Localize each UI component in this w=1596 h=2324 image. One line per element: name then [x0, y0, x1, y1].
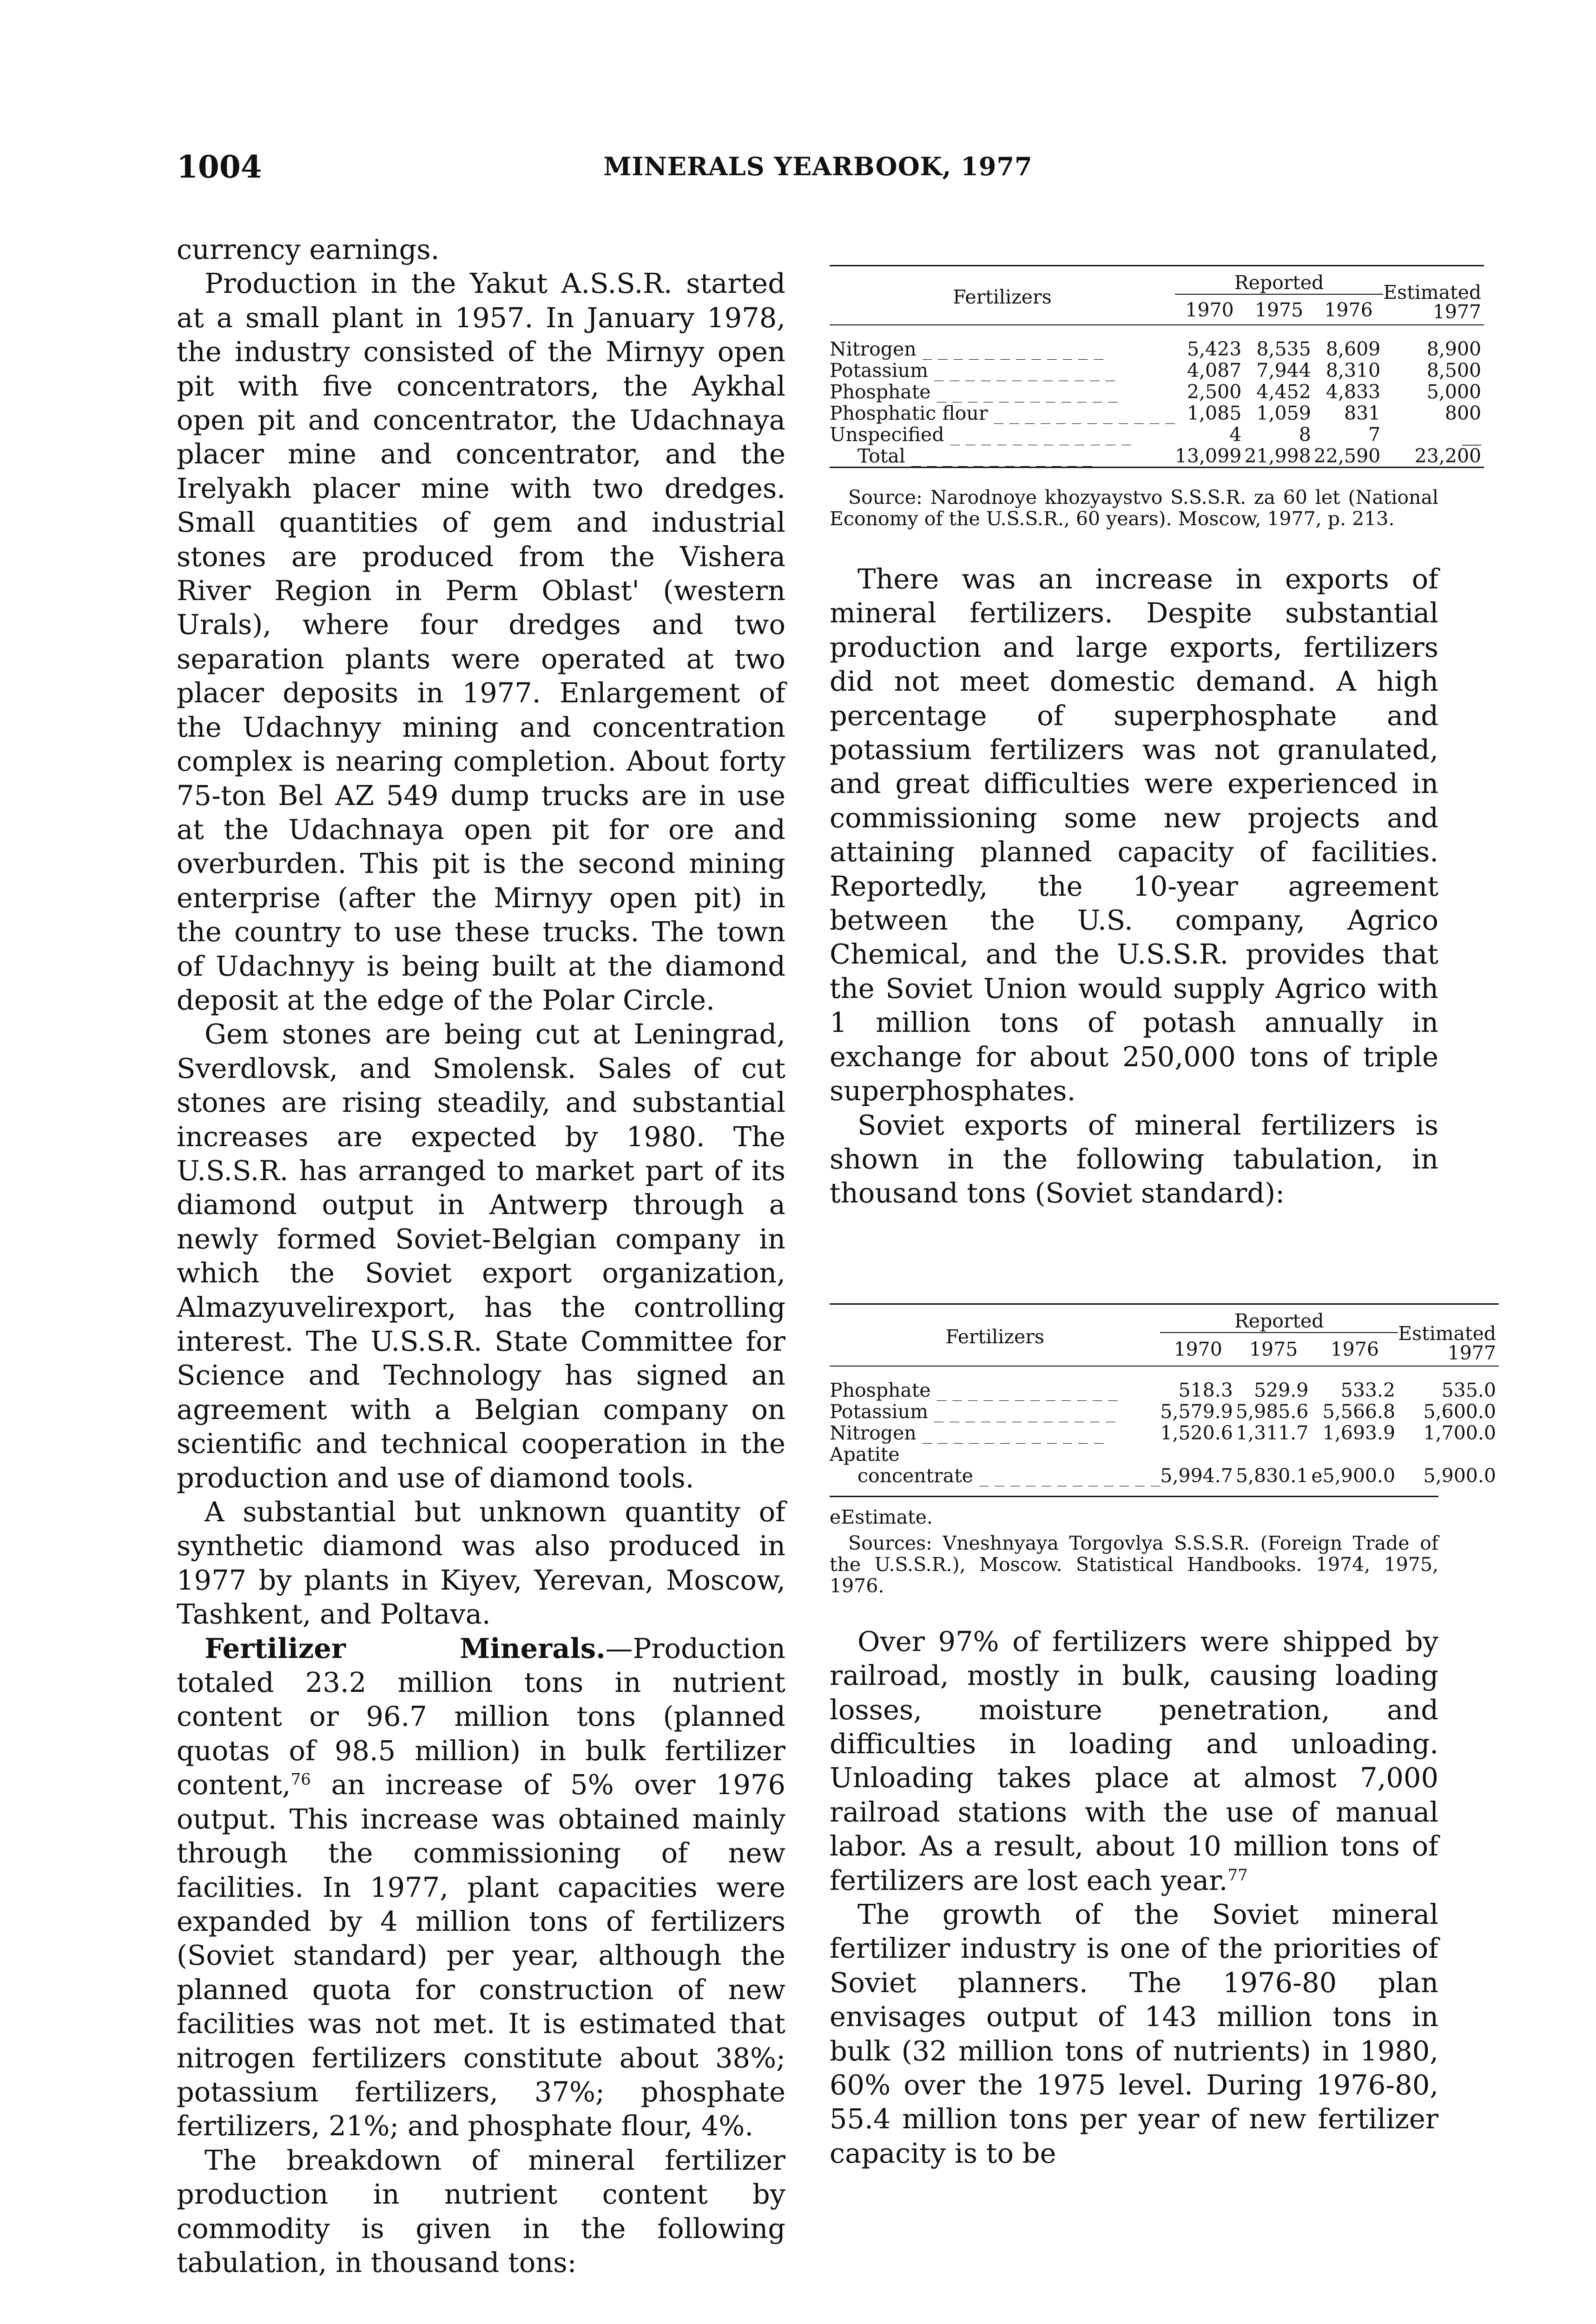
column-header-1970: 1970 — [1174, 1338, 1222, 1360]
row-label: Potassium _ _ _ — [830, 360, 1175, 381]
cell-1976: 8,609 — [1326, 338, 1381, 360]
cell-1977: 1,700.0 — [1423, 1421, 1496, 1444]
cell-1976: 5,566.8 — [1322, 1400, 1396, 1423]
table-source-note: Sources: Vneshnyaya Torgovlya S.S.S.R. (Foreign Trade of the U.S.S.R.), Moscow. Statistical Handbooks. 1974, 1975, 1976. — [830, 1532, 1438, 1597]
cell-1977 — [1398, 1444, 1499, 1465]
cell-1975: 5,985.6 — [1235, 1400, 1309, 1423]
column-header-1976: 1976 — [1324, 299, 1373, 321]
cell-1977: __ — [1462, 423, 1482, 446]
footnote-ref: 77 — [1227, 1865, 1248, 1884]
table-row — [830, 1444, 1499, 1465]
cell-1970: 4 — [1229, 423, 1242, 446]
cell-1970: 4,087 — [1187, 359, 1242, 382]
right-column — [830, 232, 1496, 2170]
cell-1977: 23,200 — [1414, 445, 1482, 467]
table-row — [830, 1465, 1499, 1486]
table-row — [830, 424, 1484, 445]
cell-1977: 5,900.0 — [1423, 1464, 1496, 1487]
paragraph: Soviet exports of mineral fertilizers is shown in the following tabulation, in thousand tons (Soviet standard): — [830, 1109, 1438, 1209]
cell-1977: 5,000 — [1426, 381, 1482, 403]
table-row — [830, 1380, 1499, 1401]
cell-1976: e5,900.0 — [1311, 1464, 1396, 1487]
cell-1970: 518.3 — [1178, 1379, 1233, 1401]
page-header — [177, 149, 1459, 191]
table-row-total — [830, 445, 1484, 468]
cell-1977: 8,500 — [1426, 359, 1482, 382]
paragraph: The breakdown of mineral fertilizer production in nutrient content by commodity is given in the following tabulation, in thousand tons: — [177, 2144, 785, 2278]
column-header-1970: 1970 — [1185, 299, 1234, 321]
left-column — [177, 232, 785, 2279]
cell-1976: 22,590 — [1313, 445, 1381, 467]
row-label: Nitrogen _ _ _ — [830, 1422, 1160, 1444]
cell-1976: 7 — [1368, 423, 1381, 446]
cell-1975: 529.9 — [1253, 1379, 1309, 1401]
table-source-note: Source: Narodnoye khozyaystvo S.S.S.R. za 60 let (National Economy of the U.S.S.R., 60 years). Moscow, 1977, p. 213. — [830, 486, 1438, 530]
row-label: Phosphate _ _ _ — [830, 1380, 1160, 1401]
cell-1976: 831 — [1344, 402, 1381, 424]
paragraph-text: Over 97% of fertilizers were shipped by railroad, mostly in bulk, causing loading losses, moisture penetration, and difficulties in loading and unloading. Unloading takes place at almost 7,000 railroad stations with the use of manual labor. As a result, about 10 million tons of fertilizers are lost each year. — [830, 1625, 1438, 1896]
row-label: Potassium _ _ _ — [830, 1401, 1160, 1422]
exports-table-grid — [830, 1303, 1499, 1496]
row-label: Phosphate _ _ _ — [830, 381, 1175, 403]
cell-1970: 5,579.9 — [1160, 1400, 1233, 1423]
paragraph: A substantial but unknown quantity of synthetic diamond was also produced in 1977 by plants in Kiyev, Yerevan, Moscow, Tashkent, and Poltava. — [177, 1496, 785, 1631]
cell-1970: 2,500 — [1187, 381, 1242, 403]
paragraph: currency earnings. — [177, 233, 440, 265]
table-row — [830, 1422, 1499, 1444]
cell-1976: 1,693.9 — [1322, 1421, 1396, 1444]
column-header-reported: Reported — [1160, 1304, 1398, 1333]
row-label: Nitrogen _ _ _ — [830, 338, 1175, 360]
cell-1977: 8,900 — [1426, 338, 1482, 360]
section-heading: Fertilizer Minerals. — [204, 1632, 606, 1664]
table-row — [830, 1401, 1499, 1422]
paragraph: Production in the Yakut A.S.S.R. started at a small plant in 1957. In January 1978, the industry consisted of the Mirnyy open pit with five concentrators, the Aykhal open pit and concentrator, the Udachnaya placer mine and concentrator, and the Irelyakh placer mine with two dredges. Small quantities of gem and industrial stones are produced from the Vishera River Region in Perm Oblast' (western Urals), where four dredges and two separation plants were operated at two placer deposits in 1977. Enlargement of the Udachnyy mining and concentration complex is nearing completion. About forty 75-ton Bel AZ 549 dump trucks are in use at the Udachnaya open pit for ore and overburden. This pit is the second mining enterprise (after the Mirnyy open pit) in the country to use these trucks. The town of Udachnyy is being built at the diamond deposit at the edge of the Polar Circle. — [177, 267, 785, 1016]
table-row — [830, 360, 1484, 381]
row-label: concentrate _ _ _ — [830, 1465, 1160, 1486]
table-row — [830, 381, 1484, 403]
table-row — [830, 403, 1484, 424]
footnote-ref: 76 — [290, 1770, 311, 1789]
exports-table — [830, 1303, 1496, 1597]
paragraph: There was an increase in exports of mineral fertilizers. Despite substantial production and large exports, fertilizers did not meet domestic demand. A high percentage of superphosphate and potassium fertilizers was not granulated, and great difficulties were experienced in commissioning some new projects and attaining planned capacity of facilities. Reportedly, the 10-year agreement between the U.S. company, Agrico Chemical, and the U.S.S.R. provides that the Soviet Union would supply Agrico with 1 million tons of potash annually in exchange for about 250,000 tons of triple superphosphates. — [830, 563, 1438, 1107]
cell-1970: 13,099 — [1174, 445, 1242, 467]
column-header-1975: 1975 — [1254, 299, 1304, 321]
cell-1970: 1,520.6 — [1160, 1421, 1233, 1444]
page-number: 1004 — [177, 149, 262, 185]
row-label: Unspecified _ _ _ — [830, 424, 1175, 445]
cell-1975: 8,535 — [1256, 338, 1311, 360]
cell-1970: 1,085 — [1187, 402, 1242, 424]
running-title: MINERALS YEARBOOK, 1977 — [603, 152, 1033, 181]
cell-1975: 4,452 — [1256, 381, 1311, 403]
cell-1975 — [1236, 1444, 1312, 1465]
cell-1977: 5,600.0 — [1423, 1400, 1496, 1423]
row-label: Apatite — [830, 1443, 900, 1466]
cell-1975: 8 — [1299, 423, 1311, 446]
cell-1976: 8,310 — [1326, 359, 1381, 382]
paragraph-text: —Production totaled 23.2 million tons in nutrient content or 96.7 million tons (planned quotas of 98.5 million) in bulk fertilizer content, — [177, 1632, 785, 1801]
cell-1975: 7,944 — [1256, 359, 1311, 382]
paragraph — [830, 1624, 1438, 1897]
paragraph-text: an increase of 5% over 1976 output. This increase was obtained mainly through the commissioning of new facilities. In 1977, plant capacities were expanded by 4 million tons of fertilizers (Soviet standard) per year, although the planned quota for construction of new facilities was not met. It is estimated that nitrogen fertilizers constitute about 38%; potassium fertilizers, 37%; phosphate fertilizers, 21%; and phosphate flour, 4%. — [177, 1769, 785, 2142]
paragraph: Gem stones are being cut at Leningrad, Sverdlovsk, and Smolensk. Sales of cut stones are rising steadily, and substantial increases are expected by 1980. The U.S.S.R. has arranged to market part of its diamond output in Antwerp through a newly formed Soviet-Belgian company in which the Soviet export organization, Almazyuvelirexport, has the controlling interest. The U.S.S.R. State Committee for Science and Technology has signed an agreement with a Belgian company on scientific and technical cooperation in the production and use of diamond tools. — [177, 1018, 785, 1494]
production-table-grid — [830, 265, 1484, 468]
row-label: Total _ _ _ — [830, 445, 1175, 468]
cell-1970: 5,994.7 — [1160, 1464, 1233, 1487]
cell-1970 — [1160, 1444, 1236, 1465]
column-header-reported: Reported — [1175, 266, 1383, 295]
cell-1975: 1,311.7 — [1235, 1421, 1309, 1444]
cell-1975: 21,998 — [1244, 445, 1311, 467]
estimate-note: eEstimate. — [830, 1505, 933, 1528]
cell-1976: 4,833 — [1326, 381, 1381, 403]
column-header-estimated: Estimated 1977 — [1383, 266, 1484, 325]
cell-1977: 535.0 — [1441, 1379, 1496, 1401]
column-header-fertilizers: Fertilizers — [830, 266, 1175, 325]
paragraph — [177, 1631, 785, 2143]
cell-1970: 5,423 — [1187, 338, 1242, 360]
row-label: Phosphatic flour _ _ _ — [830, 403, 1175, 424]
paragraph: The growth of the Soviet mineral fertilizer industry is one of the priorities of Soviet planners. The 1976-80 plan envisages output of 143 million tons in bulk (32 million tons of nutrients) in 1980, 60% over the 1975 level. During 1976-80, 55.4 million tons per year of new fertilizer capacity is to be — [830, 1898, 1438, 2169]
cell-1975: 1,059 — [1256, 402, 1311, 424]
column-header-1976: 1976 — [1330, 1338, 1379, 1360]
column-header-1975: 1975 — [1249, 1338, 1298, 1360]
production-table — [830, 265, 1482, 530]
cell-1976 — [1311, 1444, 1398, 1465]
column-header-estimated: Estimated 1977 — [1398, 1304, 1499, 1366]
cell-1977: 800 — [1444, 402, 1482, 424]
table-row — [830, 338, 1484, 360]
cell-1975: 5,830.1 — [1235, 1464, 1309, 1487]
column-header-fertilizers: Fertilizers — [830, 1304, 1160, 1366]
cell-1976: 533.2 — [1340, 1379, 1396, 1401]
